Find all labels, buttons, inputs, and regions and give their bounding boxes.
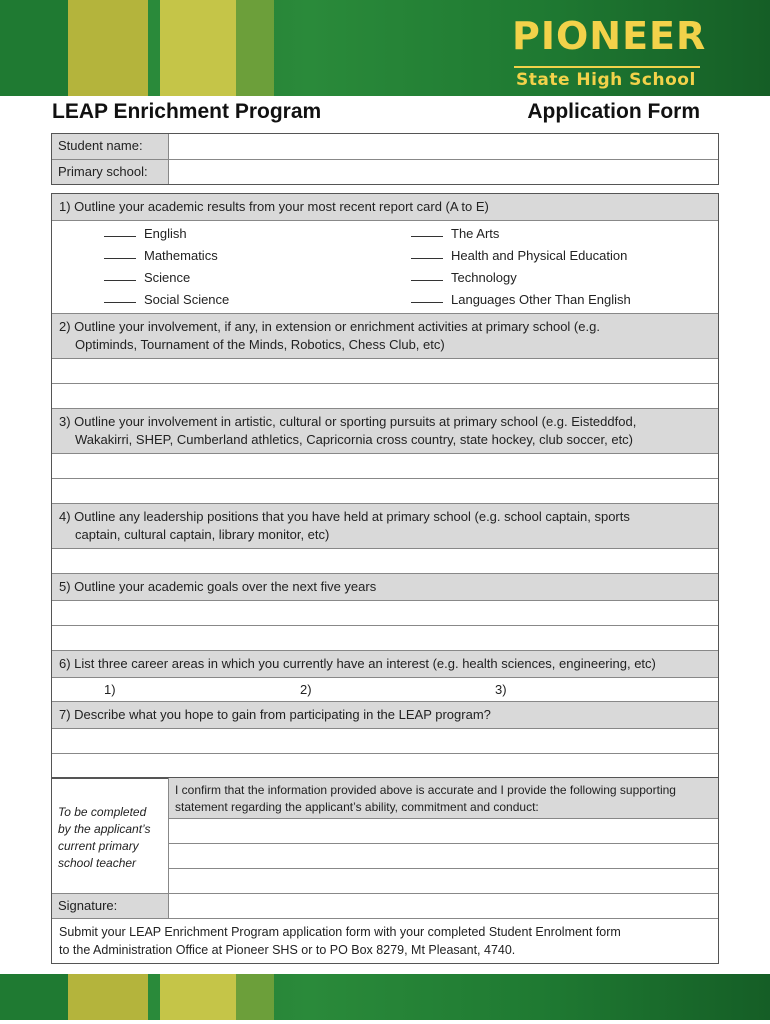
primary-school-label: Primary school: [52,160,169,184]
subject-mathematics [104,245,411,267]
subject-label: Mathematics [144,248,218,263]
q3-answer-line[interactable] [52,453,718,478]
q6-career-row [52,677,718,701]
subject-hpe [411,245,718,267]
teacher-answer-line[interactable] [169,818,718,843]
grade-blank[interactable] [104,223,136,237]
subject-label: Technology [451,270,517,285]
logo-underline [514,66,700,68]
q1-subjects [52,220,718,313]
q2-line1: 2) Outline your involvement, if any, in extension or enrichment activities at primary school (e.g. [59,319,600,334]
q2-line2: Optiminds, Tournament of the Minds, Robotics, Chess Club, etc) [75,337,445,352]
subject-technology [411,267,718,289]
q4-line1: 4) Outline any leadership positions that you have held at primary school (e.g. school captain, sports [59,509,630,524]
submit-line2: to the Administration Office at Pioneer SHS or to PO Box 8279, Mt Pleasant, 4740. [59,943,516,957]
student-name-row [52,134,718,159]
q6-heading: 6) List three career areas in which you currently have an interest (e.g. health sciences, engineering, etc) [52,650,718,677]
student-name-label: Student name: [52,134,169,159]
career-3[interactable]: 3) [495,682,507,697]
submit-instructions [52,918,718,963]
student-info-table [51,133,719,185]
footer-stripe [0,974,68,1020]
subject-arts [411,223,718,245]
subject-lote [411,289,718,311]
subject-english [104,223,411,245]
school-logo [512,16,712,88]
submit-line1: Submit your LEAP Enrichment Program application form with your completed Student Enrolment form [59,925,621,939]
grade-blank[interactable] [104,289,136,303]
signature-label: Signature: [52,894,169,918]
teacher-answer-line[interactable] [169,843,718,868]
career-2[interactable]: 2) [300,682,312,697]
form-title: Application Form [527,100,700,123]
grade-blank[interactable] [411,289,443,303]
banner-stripe [236,0,274,96]
teacher-answer-line[interactable] [169,868,718,893]
q7-answer-line[interactable] [52,753,718,778]
teacher-table [51,777,719,964]
subject-label: English [144,226,187,241]
primary-school-row [52,159,718,184]
subject-label: The Arts [451,226,500,241]
q4-heading [52,503,718,548]
q2-answer-line[interactable] [52,358,718,383]
teacher-statement: I confirm that the information provided above is accurate and I provide the following supporting statement regarding the applicant’s ability, commitment and conduct: [169,778,718,818]
banner-stripe [160,0,236,96]
grade-blank[interactable] [411,267,443,281]
q3-heading [52,408,718,453]
q5-answer-line[interactable] [52,600,718,625]
subject-science [104,267,411,289]
q4-answer-line[interactable] [52,548,718,573]
banner-stripe [148,0,160,96]
grade-blank[interactable] [104,267,136,281]
q4-line2: captain, cultural captain, library monitor, etc) [75,527,330,542]
footer-stripe [236,974,274,1020]
q3-answer-line[interactable] [52,478,718,503]
q2-answer-line[interactable] [52,383,718,408]
career-1[interactable]: 1) [104,682,116,697]
q2-heading [52,313,718,358]
q7-heading: 7) Describe what you hope to gain from participating in the LEAP program? [52,701,718,728]
subject-label: Health and Physical Education [451,248,628,263]
subject-label: Languages Other Than English [451,292,631,307]
q5-heading: 5) Outline your academic goals over the next five years [52,573,718,600]
subject-social-science [104,289,411,311]
header-banner [0,0,770,96]
subject-label: Science [144,270,191,285]
logo-subtext: State High School [516,70,696,90]
footer-stripe [148,974,160,1020]
grade-blank[interactable] [104,245,136,259]
teacher-section [52,778,718,893]
banner-stripe [0,0,68,96]
teacher-label: To be completed by the applicant’s current primary school teacher [52,778,169,893]
student-name-field[interactable] [169,134,718,159]
primary-school-field[interactable] [169,160,718,184]
grade-blank[interactable] [411,223,443,237]
q7-answer-line[interactable] [52,728,718,753]
logo-text: PIONEER [512,14,707,58]
q1-heading: 1) Outline your academic results from your most recent report card (A to E) [52,194,718,220]
footer-stripe [68,974,148,1020]
grade-blank[interactable] [411,245,443,259]
signature-row [52,893,718,918]
subject-label: Social Science [144,292,230,307]
q3-line2: Wakakirri, SHEP, Cumberland athletics, Capricornia cross country, state hockey, club soccer, etc) [75,432,634,447]
signature-field[interactable] [169,894,718,918]
footer-stripe [160,974,236,1020]
teacher-statement-area [169,778,718,893]
q5-answer-line[interactable] [52,625,718,650]
questions-table [51,193,719,779]
q3-line1: 3) Outline your involvement in artistic, cultural or sporting pursuits at primary school (e.g. Eisteddfod, [59,414,637,429]
footer-banner [0,974,770,1020]
banner-stripe [68,0,148,96]
program-title: LEAP Enrichment Program [52,100,322,123]
